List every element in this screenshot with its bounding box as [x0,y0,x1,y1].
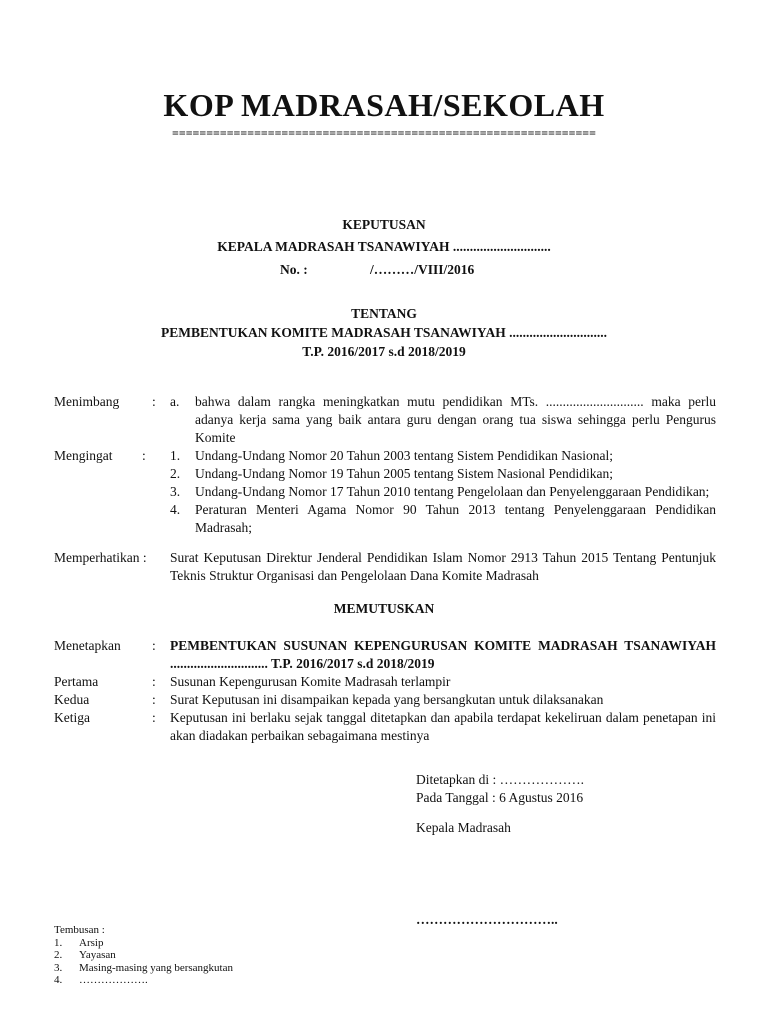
subject-period: T.P. 2016/2017 s.d 2018/2019 [302,344,466,359]
decision-ketiga [54,709,716,745]
decree-number-label: No. : [280,262,308,277]
signature-place: Ditetapkan di : ………………. [416,772,584,787]
decree-number [280,262,475,278]
menimbang-colon: : [152,394,156,409]
carbon-copy-item [54,937,233,950]
memperhatikan-label: Memperhatikan : [54,550,147,565]
decision-label-ketiga: Ketiga [54,710,90,725]
carbon-copy-text: Arsip [79,936,104,949]
decision-menetapkan [54,637,716,673]
carbon-copy-item [54,974,233,987]
menimbang-num: a. [170,394,180,409]
decision-label-menetapkan: Menetapkan [54,638,121,653]
decision-text-kedua: Surat Keputusan ini disampaikan kepada yang bersangkutan untuk dilaksanakan [170,692,604,707]
decree-heading: KEPUTUSAN [342,217,426,232]
decree-issuer: KEPALA MADRASAH TSANAWIYAH ............................. [217,239,551,254]
carbon-copy-text: Masing-masing yang bersangkutan [79,961,233,974]
menimbang-text: bahwa dalam rangka meningkatkan mutu pendidikan MTs. ............................. maka perlu adanya kerja sama yang baik antara guru dengan orang tua siswa sehingga perlu Pengurus Komite [195,394,716,445]
decision-pertama [54,673,716,691]
decision-text-pertama: Susunan Kepengurusan Komite Madrasah terlampir [170,674,451,689]
mengingat-num-1: 1. [170,448,181,463]
mengingat-num-4: 4. [170,502,181,517]
subject-title: PEMBENTUKAN KOMITE MADRASAH TSANAWIYAH ............................. [161,325,607,340]
mengingat-text-2: Undang-Undang Nomor 19 Tahun 2005 tentang Sistem Nasional Pendidikan; [195,466,613,481]
carbon-copy-num: 4. [54,974,63,986]
carbon-copy-label: Tembusan : [54,924,105,936]
mengingat-num-3: 3. [170,484,181,499]
mengingat-text-4: Peraturan Menteri Agama Nomor 90 Tahun 2013 tentang Penyelenggaraan Pendidikan Madrasah; [195,502,716,535]
decision-colon-kedua: : [152,692,156,707]
section-menimbang [54,393,716,447]
mengingat-row-1 [54,447,716,465]
mengingat-row-2 [54,465,716,483]
carbon-copy-text: Yayasan [79,949,116,961]
decision-label-kedua: Kedua [54,692,90,707]
decision-text-menetapkan: PEMBENTUKAN SUSUNAN KEPENGURUSAN KOMITE MADRASAH TSANAWIYAH ............................. T.P. 2016/2017 s.d 2018/2019 [170,638,716,671]
mengingat-label: Mengingat [54,448,113,463]
carbon-copy-list [54,924,233,987]
mengingat-text-3: Undang-Undang Nomor 17 Tahun 2010 tentang Pengelolaan dan Penyelenggaraan Pendidikan; [195,484,710,499]
letterhead-title: KOP MADRASAH/SEKOLAH [163,87,605,123]
section-decisions [54,637,716,745]
section-memperhatikan [54,549,716,585]
decision-text-ketiga: Keputusan ini berlaku sejak tanggal ditetapkan dan apabila terdapat kekeliruan dalam penetapan ini akan diadakan perbaikan sebagaimana mestinya [170,710,716,743]
carbon-copy-num: 1. [54,936,63,949]
letterhead-separator: ============================================================== [172,126,596,140]
menimbang-row [54,393,716,447]
menimbang-label: Menimbang [54,394,120,409]
decision-label-pertama: Pertama [54,674,99,689]
mengingat-colon: : [142,448,146,463]
carbon-copy-item [54,949,233,962]
mengingat-text-1: Undang-Undang Nomor 20 Tahun 2003 tentang Sistem Pendidikan Nasional; [195,448,613,463]
signature-name: ………………………….. [416,912,558,927]
decision-kedua [54,691,716,709]
carbon-copy-item [54,962,233,975]
signature-date: Pada Tanggal : 6 Agustus 2016 [416,790,584,805]
memutuskan-heading: MEMUTUSKAN [333,601,435,616]
signature-position: Kepala Madrasah [416,820,511,835]
memperhatikan-text: Surat Keputusan Direktur Jenderal Pendidikan Islam Nomor 2913 Tahun 2015 Tentang Pentunjuk Teknis Struktur Organisasi dan Pengelolaan Dana Komite Madrasah [170,550,716,583]
section-mengingat [54,447,716,537]
decision-colon-menetapkan: : [152,638,156,653]
carbon-copy-num: 2. [54,949,63,961]
carbon-copy-num: 3. [54,961,63,974]
decision-colon-pertama: : [152,674,156,689]
memperhatikan-row [54,549,716,585]
mengingat-row-3 [54,483,716,501]
decree-number-value: /………/VIII/2016 [370,262,475,277]
decision-colon-ketiga: : [152,710,156,725]
mengingat-num-2: 2. [170,466,181,481]
carbon-copy-text: ………………. [79,974,148,986]
subject-heading: TENTANG [351,306,417,321]
mengingat-row-4 [54,501,716,537]
